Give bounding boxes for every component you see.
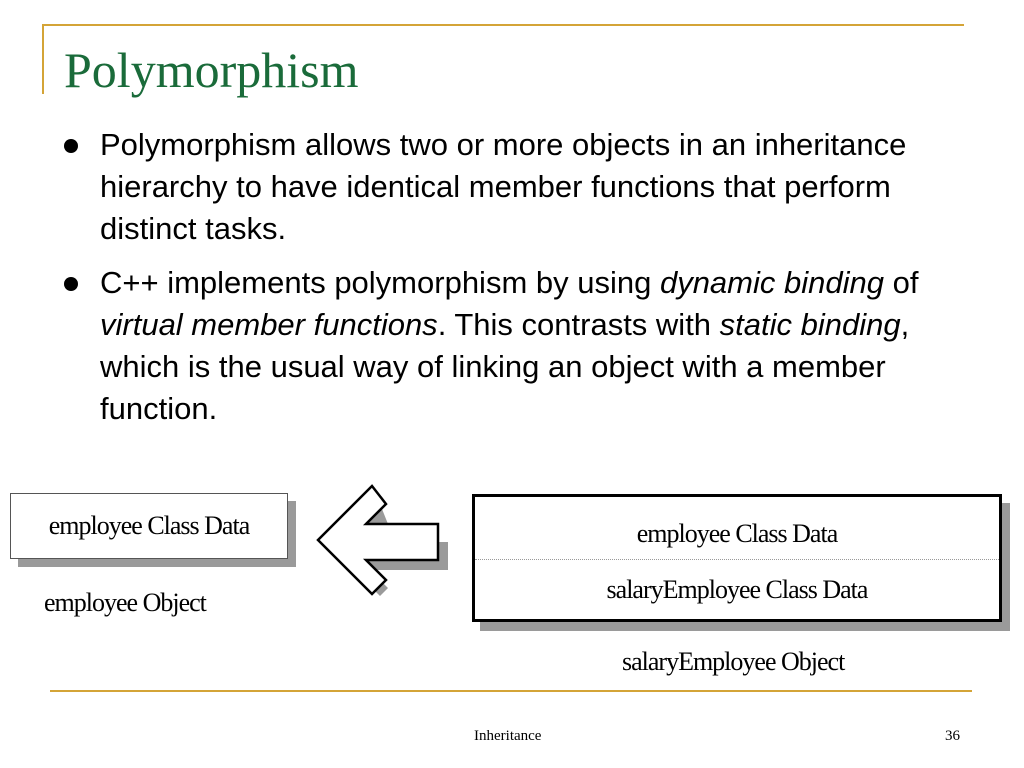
right-box-bottom-label: salaryEmployee Class Data — [606, 575, 868, 604]
bullet-text-2-part3: of — [883, 265, 919, 300]
term-static-binding: static binding — [719, 307, 901, 342]
right-box-top-label: employee Class Data — [636, 519, 838, 548]
bullet-dot-icon — [64, 277, 78, 291]
bullet-text-2-part7: , which is the usual way of linking an object with a member function. — [100, 307, 910, 426]
bullet-item-1 — [60, 124, 990, 250]
frame-left-rule — [42, 24, 44, 94]
right-object-box — [472, 494, 1002, 622]
left-object-box — [10, 493, 288, 559]
left-box-label: employee Class Data — [48, 511, 250, 540]
bullet-text-1: Polymorphism allows two or more objects in an inheritance hierarchy to have identical member functions that perform distinct tasks. — [100, 127, 907, 246]
page-number: 36 — [945, 728, 960, 744]
bullet-text-2-part5: . This contrasts with — [437, 307, 720, 342]
bullet-text-2-part1: C++ implements polymorphism by using — [100, 265, 660, 300]
bullet-list — [60, 124, 990, 442]
slide-title: Polymorphism — [64, 42, 359, 98]
term-virtual-member-functions: virtual member functions — [100, 307, 438, 342]
right-box-divider — [475, 559, 999, 560]
bullet-item-2 — [60, 262, 990, 430]
bullet-dot-icon — [64, 139, 78, 153]
right-object-caption: salaryEmployee Object — [622, 647, 845, 676]
footer-title: Inheritance — [474, 728, 542, 744]
left-object-caption: employee Object — [44, 588, 206, 617]
left-arrow-icon — [310, 482, 455, 612]
frame-top-rule — [42, 24, 964, 26]
footer-rule — [50, 690, 972, 692]
term-dynamic-binding: dynamic binding — [659, 265, 884, 300]
